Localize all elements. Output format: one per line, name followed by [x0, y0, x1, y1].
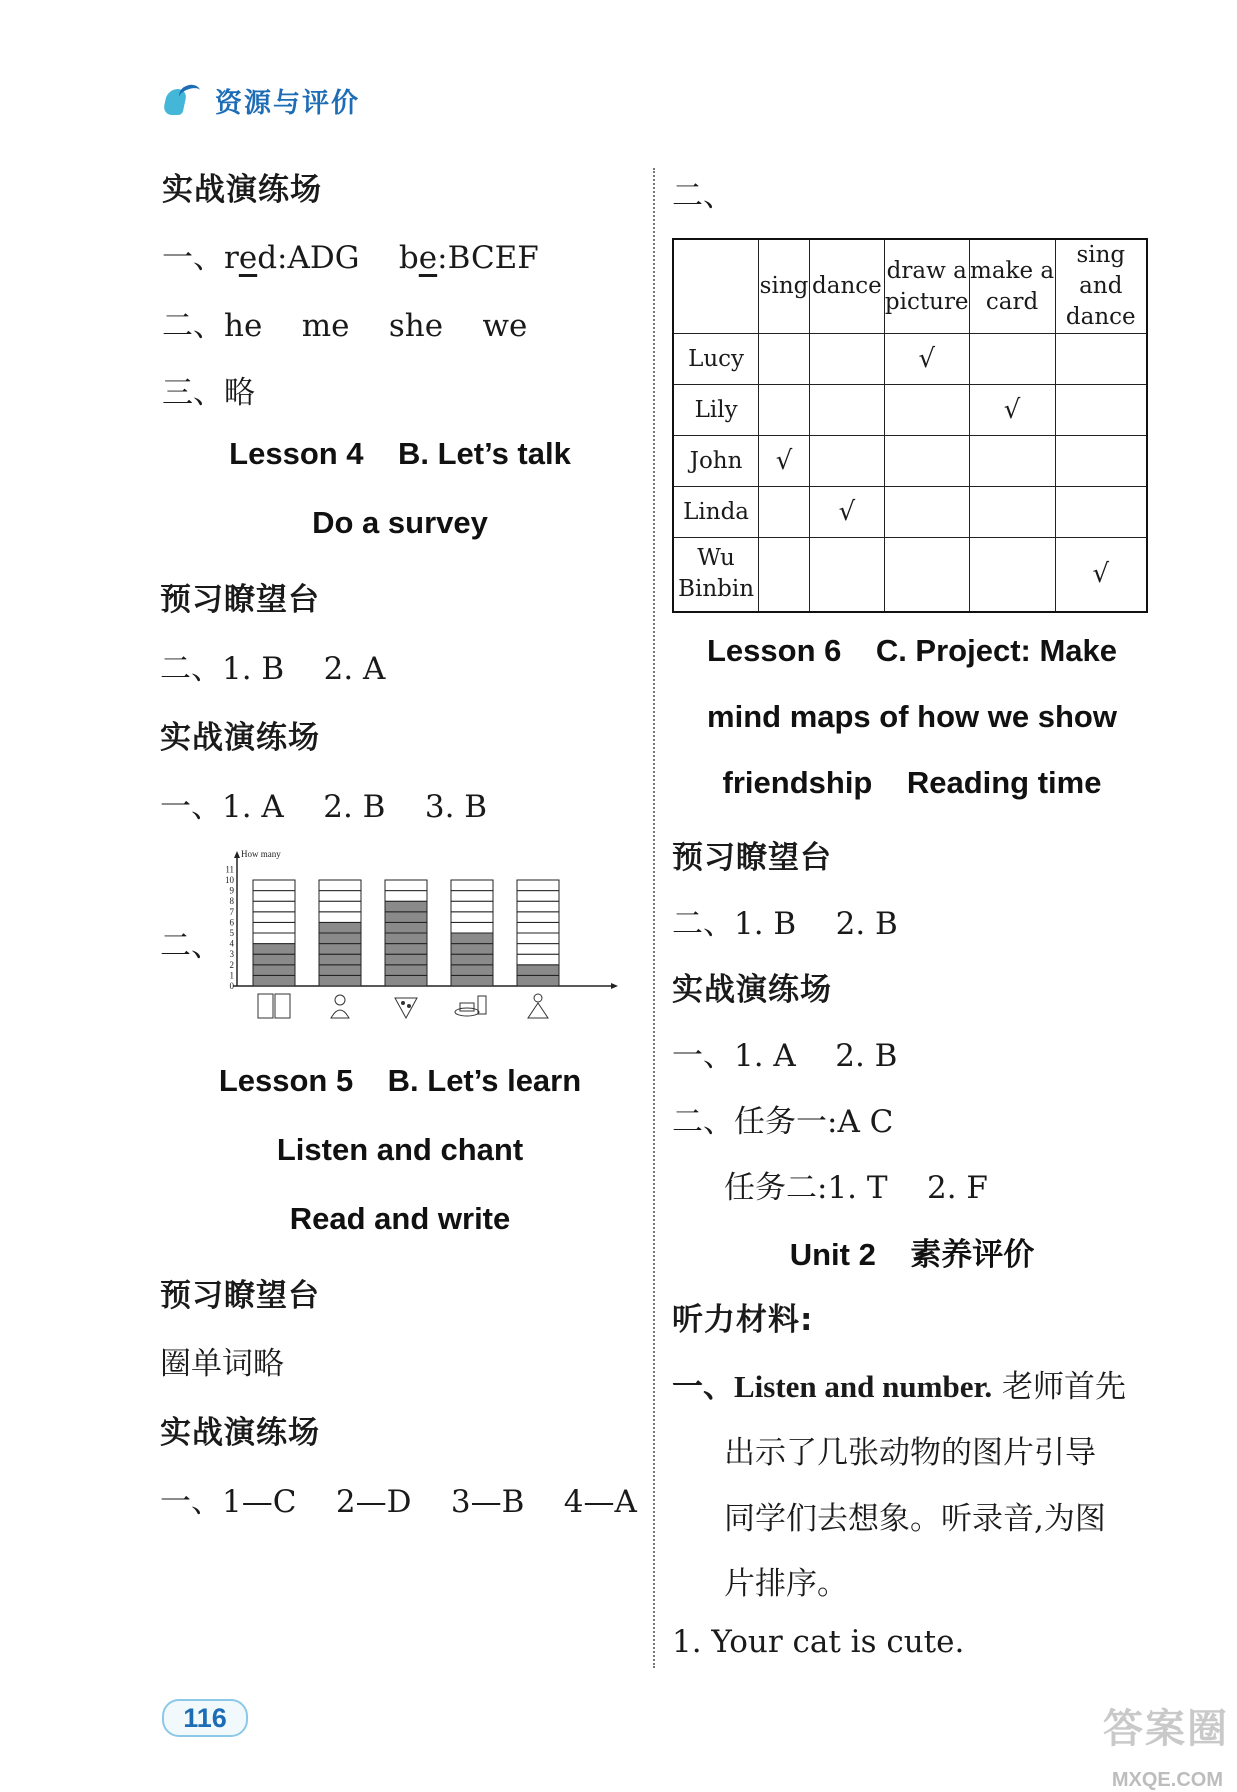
table-header-cell — [673, 239, 759, 334]
bar-cell-empty — [451, 901, 493, 912]
bar-cell-filled — [451, 965, 493, 976]
bar-cell-filled — [319, 965, 361, 976]
section-title: 预习瞭望台 — [672, 840, 832, 876]
answer-prefix: 一、 — [672, 1369, 734, 1405]
answer-prefix: 二、 — [160, 928, 222, 964]
bar-cell-empty — [253, 891, 295, 902]
check-cell: √ — [1055, 538, 1147, 612]
bar-cell-filled — [385, 933, 427, 944]
dancer-icon — [528, 994, 548, 1018]
y-axis-label: How many — [241, 849, 281, 859]
cake-and-drink-icon — [455, 996, 486, 1016]
brand-logo-icon — [163, 83, 207, 117]
answer-line: 二、he me she we — [162, 308, 528, 344]
check-cell — [809, 538, 884, 612]
bar-cell-filled — [385, 944, 427, 955]
answer-prefix: 一、 — [162, 240, 224, 276]
answer-line: 任务二:1. T 2. F — [724, 1170, 988, 1206]
answer-line: 圈单词略 — [160, 1346, 284, 1382]
column-divider — [653, 168, 655, 1668]
bar — [253, 880, 295, 986]
check-cell — [759, 487, 810, 538]
bar-cell-empty — [253, 933, 295, 944]
word-part: d — [257, 240, 278, 276]
bar-cell-filled — [451, 954, 493, 965]
bar-cell-empty — [385, 880, 427, 891]
bar-cell-filled — [451, 933, 493, 944]
lesson-title: Lesson 5 B. Let’s learn — [218, 1063, 582, 1098]
y-tick-label: 11 — [225, 864, 234, 875]
answer-line: 二、任务一:A C — [672, 1104, 894, 1140]
section-title: 实战演练场 — [162, 172, 322, 208]
y-tick-label: 9 — [229, 885, 234, 896]
table-header-cell: draw a picture — [884, 239, 969, 334]
row-name: Lucy — [673, 334, 759, 385]
y-tick-label: 2 — [229, 959, 234, 970]
underlined-letter: e — [418, 240, 438, 276]
y-tick-label: 1 — [229, 970, 234, 981]
check-cell — [884, 487, 969, 538]
table-header-row — [673, 239, 1147, 334]
check-cell — [809, 334, 884, 385]
bar-cell-empty — [451, 891, 493, 902]
bar-cell-empty — [517, 922, 559, 933]
lesson-subtitle: Do a survey — [312, 505, 488, 540]
check-cell — [809, 385, 884, 436]
bar-cell-empty — [517, 954, 559, 965]
bar-cell-filled — [385, 922, 427, 933]
y-tick-label: 3 — [229, 949, 234, 960]
check-cell — [809, 436, 884, 487]
y-axis-arrow — [234, 851, 240, 858]
answer-line: 二、1. B 2. B — [672, 906, 898, 942]
brand-title: 资源与评价 — [215, 87, 360, 119]
row-name: Linda — [673, 487, 759, 538]
bar-cell-empty — [451, 922, 493, 933]
bar-cell-filled — [319, 975, 361, 986]
y-tick-label: 6 — [229, 917, 234, 928]
bar-chart — [215, 848, 620, 1048]
bar-cell-filled — [385, 965, 427, 976]
bar-cell-filled — [385, 912, 427, 923]
check-cell: √ — [809, 487, 884, 538]
check-cell — [1055, 334, 1147, 385]
instruction-en: Listen and number. — [734, 1369, 993, 1404]
x-axis-arrow — [611, 983, 618, 989]
table-header-cell: sing — [759, 239, 810, 334]
y-tick-label: 4 — [229, 938, 234, 949]
watermark-logo: 答案圈 — [1103, 1706, 1229, 1752]
instruction-cn: 老师首先 — [992, 1369, 1126, 1405]
lesson-title: Lesson 6 C. Project: Make — [706, 633, 1118, 668]
check-cell: √ — [969, 385, 1055, 436]
bar-cell-filled — [319, 954, 361, 965]
pizza-icon — [395, 998, 417, 1018]
bar-cell-empty — [253, 901, 295, 912]
word-part: b — [398, 240, 419, 276]
check-cell — [1055, 436, 1147, 487]
table-header-cell: dance — [809, 239, 884, 334]
check-cell — [969, 334, 1055, 385]
bar-cell-empty — [451, 880, 493, 891]
answer-line — [162, 232, 539, 277]
section-title: 实战演练场 — [160, 1415, 320, 1451]
bar-cell-filled — [319, 944, 361, 955]
word-part: r — [224, 240, 239, 276]
y-tick-label: 8 — [229, 896, 234, 907]
bar — [451, 880, 493, 986]
section-title: 预习瞭望台 — [160, 582, 320, 618]
unit-title: Unit 2 素养评价 — [789, 1237, 1035, 1272]
listening-item: 1. Your cat is cute. — [672, 1624, 965, 1660]
section-title: 预习瞭望台 — [160, 1278, 320, 1314]
bar-cell-empty — [319, 891, 361, 902]
check-cell — [1055, 385, 1147, 436]
section-title: 听力材料: — [672, 1302, 814, 1338]
bar-cell-filled — [451, 975, 493, 986]
lesson-title: mind maps of how we show — [707, 699, 1117, 734]
listening-line: 片排序。 — [724, 1566, 848, 1602]
bar-cell-filled — [253, 954, 295, 965]
bar-cell-filled — [319, 922, 361, 933]
check-cell — [884, 436, 969, 487]
check-cell — [969, 538, 1055, 612]
bar-cell-empty — [253, 880, 295, 891]
bar-cell-filled — [517, 965, 559, 976]
bar-cell-empty — [253, 912, 295, 923]
page-number: 116 — [162, 1699, 248, 1737]
bar-cell-filled — [253, 975, 295, 986]
answer-line: 一、1. A 2. B — [672, 1038, 898, 1074]
lesson-subtitle: Read and write — [289, 1201, 511, 1236]
girl-drawing-icon — [331, 995, 349, 1018]
brand-header — [163, 80, 360, 120]
bar-cell-empty — [319, 912, 361, 923]
bar-cell-empty — [517, 912, 559, 923]
bar-cell-empty — [517, 891, 559, 902]
check-cell — [884, 538, 969, 612]
check-cell — [884, 385, 969, 436]
bar-cell-filled — [319, 933, 361, 944]
lesson-title: Lesson 4 B. Let’s talk — [229, 436, 571, 471]
listening-line — [672, 1361, 1126, 1406]
answer-line: 二、1. B 2. A — [160, 651, 386, 687]
bar-cell-filled — [385, 954, 427, 965]
bar-cell-filled — [253, 944, 295, 955]
y-tick-label: 0 — [229, 981, 234, 991]
bar-cell-empty — [451, 912, 493, 923]
answer-text: :BCEF — [437, 240, 539, 276]
bar-cell-empty — [517, 901, 559, 912]
table-row — [673, 538, 1147, 612]
bar-cell-filled — [385, 975, 427, 986]
row-name: John — [673, 436, 759, 487]
section-title: 实战演练场 — [160, 720, 320, 756]
bar-cell-empty — [319, 901, 361, 912]
bar-cell-filled — [517, 975, 559, 986]
check-cell — [759, 538, 810, 612]
bar-cell-empty — [319, 880, 361, 891]
answer-line: 三、略 — [162, 375, 255, 411]
y-tick-label: 10 — [225, 875, 234, 885]
check-cell — [759, 385, 810, 436]
listening-line: 出示了几张动物的图片引导 — [724, 1435, 1096, 1471]
check-cell — [969, 487, 1055, 538]
table-row — [673, 334, 1147, 385]
answer-line: 一、1—C 2—D 3—B 4—A — [160, 1484, 637, 1520]
check-cell — [1055, 487, 1147, 538]
lesson-subtitle: Listen and chant — [276, 1132, 524, 1167]
row-name: Lily — [673, 385, 759, 436]
y-tick-label: 5 — [229, 928, 234, 938]
row-name: Wu Binbin — [673, 538, 759, 612]
bar-cell-filled — [451, 944, 493, 955]
bar-cell-empty — [385, 891, 427, 902]
bar — [517, 880, 559, 986]
bar — [319, 880, 361, 986]
survey-table — [672, 238, 1148, 613]
section-title: 实战演练场 — [672, 972, 832, 1008]
bar-cell-empty — [517, 944, 559, 955]
bar-cell-empty — [517, 933, 559, 944]
table-row — [673, 385, 1147, 436]
book-icon — [258, 994, 290, 1018]
bar — [385, 880, 427, 986]
table-row — [673, 487, 1147, 538]
table-row — [673, 436, 1147, 487]
table-header-cell: sing and dance — [1055, 239, 1147, 334]
bar-cell-empty — [253, 922, 295, 933]
answer-prefix: 二、 — [672, 178, 734, 214]
bar-cell-filled — [253, 965, 295, 976]
answer-line: 一、1. A 2. B 3. B — [160, 789, 488, 825]
y-tick-label: 7 — [229, 906, 234, 917]
answer-text: :ADG — [277, 240, 360, 276]
bar-cell-empty — [517, 880, 559, 891]
check-cell: √ — [884, 334, 969, 385]
check-cell — [759, 334, 810, 385]
check-cell: √ — [759, 436, 810, 487]
table-header-cell: make a card — [969, 239, 1055, 334]
listening-line: 同学们去想象。听录音,为图 — [724, 1501, 1106, 1537]
check-cell — [969, 436, 1055, 487]
watermark-url: MXQE.COM — [1111, 1769, 1223, 1791]
lesson-title: friendship Reading time — [722, 765, 1102, 800]
bar-cell-filled — [385, 901, 427, 912]
underlined-letter: e — [238, 240, 258, 276]
